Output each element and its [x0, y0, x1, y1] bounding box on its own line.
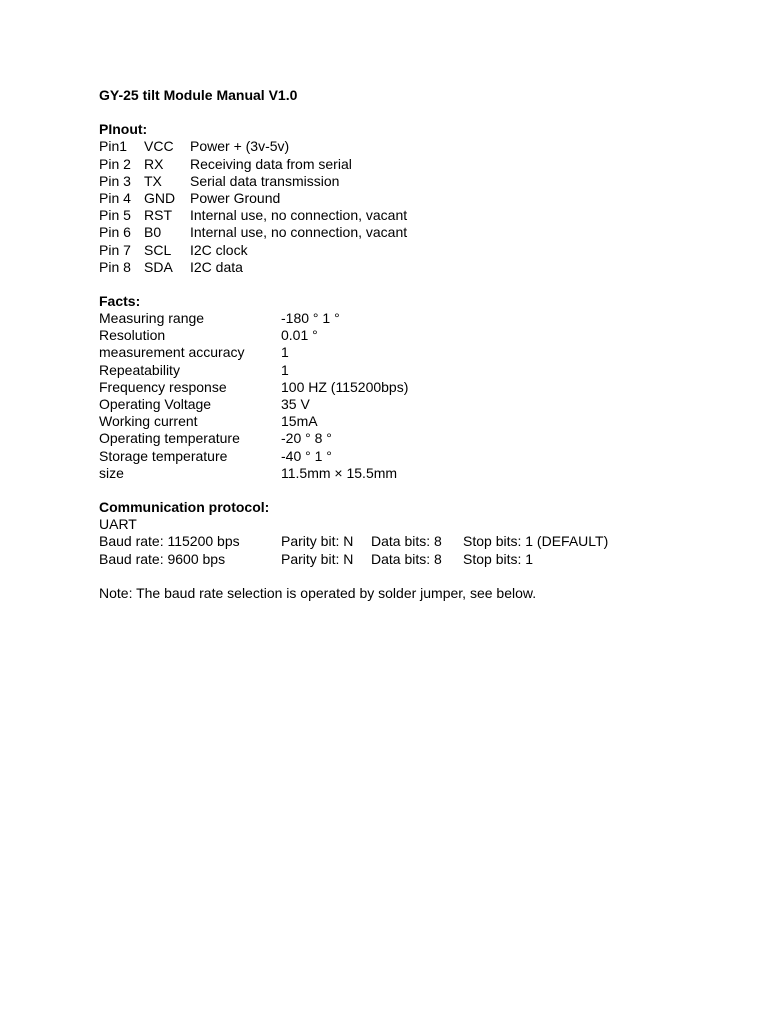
- baud-rate: Baud rate: 9600 bps: [99, 550, 226, 567]
- pinout-row: [99, 224, 739, 241]
- stop-bits: Stop bits: 1 (DEFAULT): [463, 533, 609, 550]
- pinout-row: [99, 190, 739, 207]
- pin-description: I2C clock: [190, 241, 248, 258]
- fact-row: [99, 413, 739, 430]
- stop-bits: Stop bits: 1: [463, 550, 534, 567]
- pinout-row: [99, 138, 739, 155]
- pinout-row: [99, 207, 739, 224]
- pinout-heading: PInout:: [99, 121, 148, 138]
- spacer: [99, 276, 739, 293]
- fact-label: Storage temperature: [99, 447, 228, 464]
- protocol-row: [99, 551, 739, 568]
- pin-description: Receiving data from serial: [190, 155, 352, 172]
- pin-signal: SDA: [144, 258, 173, 275]
- fact-value: 35 V: [281, 396, 310, 413]
- fact-label: Operating Voltage: [99, 396, 212, 413]
- pin-description: I2C data: [190, 258, 243, 275]
- fact-row: [99, 379, 739, 396]
- fact-row: [99, 327, 739, 344]
- document-title: GY-25 tilt Module Manual V1.0: [99, 87, 298, 103]
- fact-label: size: [99, 464, 124, 481]
- fact-label: Resolution: [99, 327, 166, 344]
- baud-rate: Baud rate: 115200 bps: [99, 533, 240, 550]
- fact-row: [99, 430, 739, 447]
- pin-signal: RX: [144, 155, 164, 172]
- facts-heading: Facts:: [99, 292, 141, 309]
- fact-value: 0.01 °: [281, 327, 318, 344]
- pin-description: Internal use, no connection, vacant: [190, 224, 408, 241]
- pinout-table: [99, 138, 739, 276]
- fact-row: [99, 344, 739, 361]
- fact-value: 11.5mm × 15.5mm: [281, 464, 398, 481]
- pinout-row: [99, 156, 739, 173]
- pin-number: Pin 6: [99, 224, 131, 241]
- pin-number: Pin 5: [99, 207, 131, 224]
- fact-row: [99, 465, 739, 482]
- pin-signal: SCL: [144, 241, 172, 258]
- pin-number: Pin1: [99, 138, 128, 155]
- pinout-row: [99, 259, 739, 276]
- pinout-row: [99, 242, 739, 259]
- fact-value: -20 ° 8 °: [281, 430, 332, 447]
- fact-row: [99, 448, 739, 465]
- pin-number: Pin 4: [99, 189, 131, 206]
- pinout-row: [99, 173, 739, 190]
- spacer: [99, 482, 739, 499]
- spacer: [99, 568, 739, 585]
- pin-number: Pin 3: [99, 172, 131, 189]
- fact-label: Repeatability: [99, 361, 180, 378]
- protocol-heading: Communication protocol:: [99, 498, 270, 515]
- pin-signal: B0: [144, 224, 162, 241]
- fact-row: [99, 396, 739, 413]
- pin-description: Power Ground: [190, 189, 281, 206]
- pin-number: Pin 8: [99, 258, 131, 275]
- fact-value: -40 ° 1 °: [281, 447, 332, 464]
- fact-label: Measuring range: [99, 310, 205, 327]
- pin-signal: RST: [144, 207, 172, 224]
- fact-value: -180 ° 1 °: [281, 310, 340, 327]
- pin-description: Power + (3v-5v): [190, 138, 290, 155]
- fact-value: 100 HZ (115200bps): [281, 378, 409, 395]
- data-bits: Data bits: 8: [371, 550, 442, 567]
- fact-row: [99, 362, 739, 379]
- note-text: Note: The baud rate selection is operated by solder jumper, see below.: [99, 584, 537, 601]
- data-bits: Data bits: 8: [371, 533, 442, 550]
- pin-description: Serial data transmission: [190, 172, 340, 189]
- fact-row: [99, 310, 739, 327]
- pin-number: Pin 7: [99, 241, 131, 258]
- pin-description: Internal use, no connection, vacant: [190, 207, 408, 224]
- fact-label: measurement accuracy: [99, 344, 245, 361]
- pin-signal: GND: [144, 189, 176, 206]
- fact-label: Operating temperature: [99, 430, 240, 447]
- pin-number: Pin 2: [99, 155, 131, 172]
- parity-bit: Parity bit: N: [281, 533, 354, 550]
- fact-value: 15mA: [281, 413, 318, 430]
- pin-signal: VCC: [144, 138, 174, 155]
- pin-signal: TX: [144, 172, 162, 189]
- fact-label: Frequency response: [99, 378, 227, 395]
- facts-table: [99, 310, 739, 482]
- protocol-row: [99, 533, 739, 550]
- parity-bit: Parity bit: N: [281, 550, 354, 567]
- protocol-table: [99, 533, 739, 567]
- fact-value: 1: [281, 344, 289, 361]
- fact-value: 1: [281, 361, 289, 378]
- document-page: [99, 87, 739, 602]
- protocol-type: UART: [99, 516, 137, 533]
- fact-label: Working current: [99, 413, 198, 430]
